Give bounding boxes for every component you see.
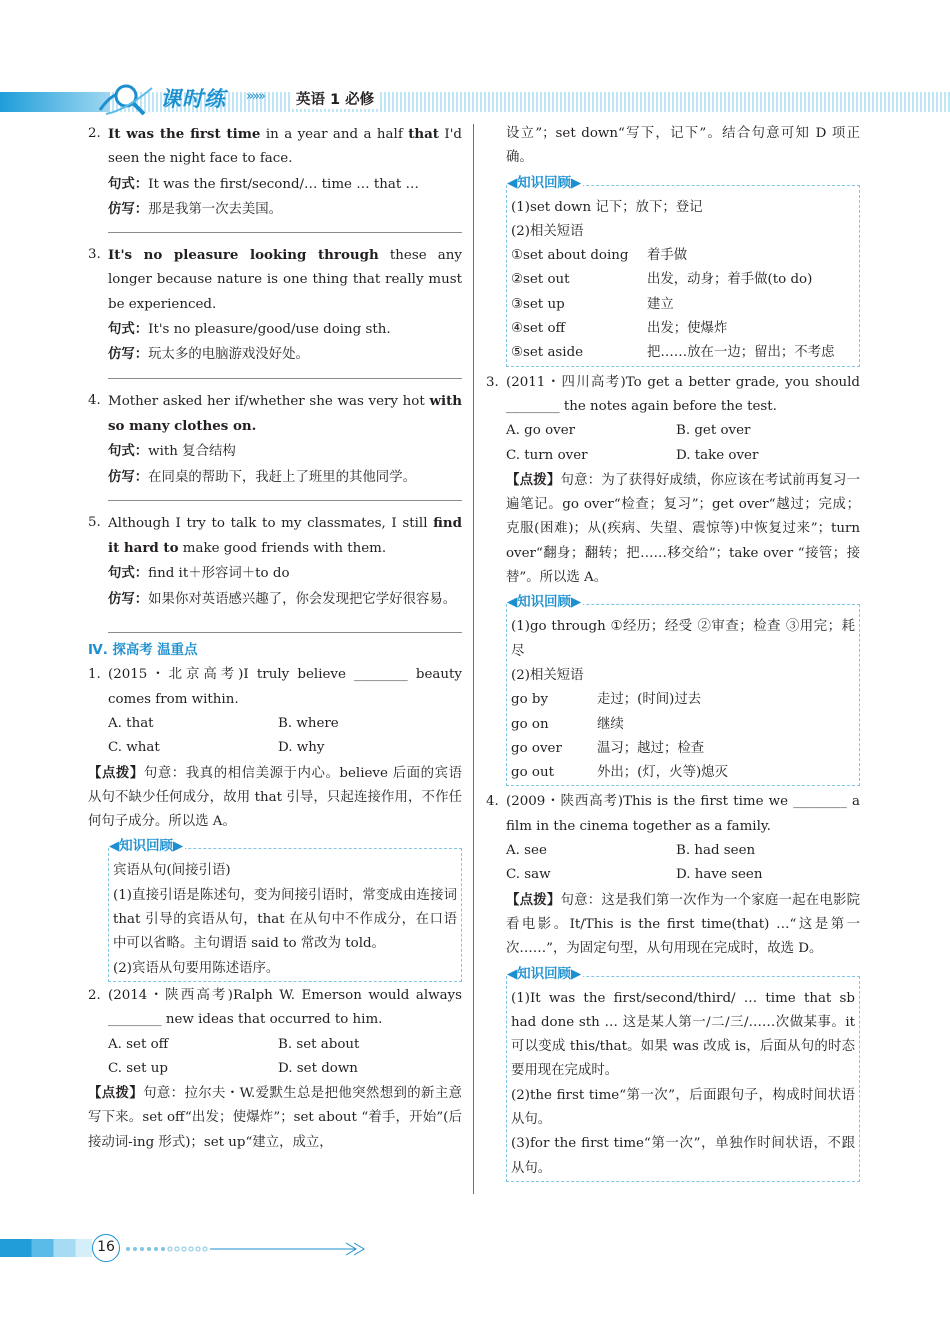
sentence-part: Although I try to talk to my classmates, I still [108,515,434,531]
option-a: A. go over [506,423,576,439]
option-b: B. set about [278,1036,360,1052]
imitation-label: 仿写： [108,200,149,217]
bold-phrase: It was the first time [108,126,261,142]
option-c: C. turn over [506,447,588,463]
phrase-row [511,688,855,712]
pattern-text: It's no pleasure/good/use doing sth. [148,322,391,338]
explanation-text: 句意：为了获得好成绩，你应该在考试前再复习一遍笔记。go over“检查；复习”；get over“越过；完成；克服(困难)；从(疾病、失望、震惊等)中恢复过来”；turn over“翻身；翻转；把……移交给”；take over “接管；接替”。所以选 A。 [506,472,861,586]
phrase: go on [511,716,549,732]
review-line: (1)直接引语是陈述句，变为间接引语时，常变成由连接词 that 引导的宾语从句，that 在从句中不作成分，在口语中可以省略。主句谓语 said to 常改为 told。 [113,887,457,952]
question-stem [506,371,860,420]
question-number: 1. [88,667,101,683]
option-d: D. have seen [676,867,763,883]
answer-line [108,500,462,501]
phrase: ⑤set aside [511,345,584,361]
explanation-text: 句意：我真的相信美源于内心。believe 后面的宾语从句不缺少任何成分，故用 that 引导，只起连接作用，不作任何句子成分。所以选 A。 [88,765,462,830]
explanation [486,468,860,590]
imitation-label: 仿写： [108,590,149,607]
sentence-text [108,243,462,317]
meaning: 外出；(灯，火等)熄灭 [597,765,728,781]
explanation [88,1081,462,1155]
pattern-text: find it＋形容词＋to do [148,566,290,582]
exam-question-1 [88,663,462,712]
review-line: (2)相关短语 [511,667,584,683]
item-number: 5. [88,514,101,530]
options-row [486,863,860,887]
imitation-line [88,587,462,612]
exam-question-4 [486,790,860,839]
explanation-label: 【点拨】 [88,1085,144,1102]
column-divider [473,124,474,1194]
right-column [486,122,860,1182]
page-footer [0,1234,950,1264]
pattern-label: 句式： [108,443,149,460]
phrase-row [511,713,855,737]
options-row [486,419,860,443]
phrase-row [511,317,855,341]
imitation-label: 仿写： [108,346,149,363]
review-line: (3)for the first time“第一次”，单独作时间状语，不跟从句。 [511,1136,855,1176]
exam-source: (2011・四川高考) [506,374,626,390]
meaning: 出发；使爆炸 [647,321,728,337]
question-number: 2. [88,987,101,1003]
sentence-text [108,122,462,172]
option-c: C. what [108,740,160,756]
sentence-item-3 [88,243,462,317]
phrase-row [511,268,855,292]
pattern-label: 句式： [108,175,149,192]
knowledge-review-box [506,595,860,786]
knowledge-review-title: ◀知识回顾▶ [109,835,185,859]
series-title: 课时练 [160,87,226,111]
sentence-text [108,511,462,562]
review-line: (2)the first time“第一次”，后面跟句子，构成时间状语从句。 [511,1087,855,1127]
pattern-line [88,172,462,197]
item-number: 2. [88,126,101,141]
imitation-line [88,342,462,367]
header-arrows-icon: »»» [246,89,264,104]
magnifier-logo-icon [96,80,156,120]
meaning: 着手做 [647,248,688,264]
pattern-label: 句式： [108,321,149,338]
pattern-text: with 复合结构 [148,444,236,460]
knowledge-review-content [113,849,457,980]
knowledge-review-title: ◀知识回顾▶ [507,591,583,615]
phrase: go out [511,765,554,781]
bold-phrase: with so many clothes on. [108,392,462,434]
option-d: D. why [278,740,325,756]
imitation-text: 玩太多的电脑游戏没好处。 [148,347,309,363]
stem-text: Ralph W. Emerson would always ________ new ideas that occurred to him. [108,987,462,1028]
explanation-label: 【点拨】 [506,891,561,908]
review-line: (2)宾语从句要用陈述语序。 [113,960,280,976]
header-solid-band [0,92,110,112]
review-line: (1)set down 记下；放下；登记 [511,199,703,215]
options-row [88,712,462,736]
knowledge-review-content [511,977,855,1181]
explanation [88,761,462,835]
option-a: A. see [506,843,547,859]
phrase-row [511,293,855,317]
item-number: 3. [88,247,101,263]
phrase: go over [511,740,562,756]
options-row [88,1057,462,1081]
knowledge-review-content [511,605,855,785]
explanation-continued: 设立”；set down“写下，记下”。结合句意可知 D 项正确。 [506,126,860,166]
imitation-label: 仿写： [108,468,149,485]
meaning: 出发，动身；着手做(to do) [647,272,813,288]
exam-question-2 [88,984,462,1033]
pattern-text: It was the first/second/… time … that … [148,176,419,192]
knowledge-review-title: ◀知识回顾▶ [507,963,583,987]
knowledge-review-title: ◀知识回顾▶ [507,172,583,196]
option-b: B. had seen [676,843,756,859]
phrase: ③set up [511,296,565,312]
phrase-row [511,737,855,761]
exam-source: (2014・陕西高考) [108,987,233,1003]
pattern-line [88,561,462,586]
sentence-part: these any longer because nature is one thing that really must be experienced. [108,248,462,312]
meaning: 建立 [647,296,674,312]
explanation-text: 句意：这是我们第一次作为一个家庭一起在电影院看电影。It/This is the first time(that) …“这是第一次……”，为固定句型，从句用现在完成时，故选 D。 [506,892,861,957]
options-row [88,736,462,760]
exam-question-3 [486,371,860,420]
answer-line [108,378,462,379]
phrase-row [511,761,855,785]
phrase-row [511,244,855,268]
knowledge-review-box [506,966,860,1182]
option-b: B. where [278,715,339,731]
review-line: 宾语从句(间接引语) [113,863,231,879]
stem-text: To get a better grade, you should ________ the notes again before the test. [506,374,861,414]
phrase: go by [511,692,549,708]
explanation-text: 句意：拉尔夫・W.爱默生总是把他突然想到的新主意写下来。set off“出发；使爆炸”；set about “着手，开始”(后接动词-ing 形式)；set up“建立，成立， [88,1086,462,1150]
phrase: ②set out [511,272,570,288]
footer-arrow-icon [124,1240,370,1258]
pattern-line [88,439,462,464]
question-stem [506,790,860,839]
review-line: (1)go through ①经历；经受 ②审查；检查 ③用完；耗尽 [511,619,855,659]
knowledge-review-box [506,175,860,367]
sentence-part: make good friends with them. [178,541,387,557]
meaning: 继续 [597,716,624,732]
knowledge-review-box [108,839,462,981]
pattern-line [88,317,462,342]
left-column [88,122,462,1155]
option-d: D. set down [278,1060,358,1076]
knowledge-review-content [511,186,855,366]
meaning: 把……放在一边；留出；不考虑 [647,345,835,361]
options-row [88,1033,462,1057]
footer-color-blocks [0,1239,92,1257]
question-number: 4. [486,794,499,810]
answer-line [108,632,462,633]
sentence-part: Mother asked her if/whether she was very hot [108,393,430,409]
question-stem [108,663,462,712]
review-line: (1)It was the first/second/third/ … time that sb had done sth … 这是某人第一/二/三/……次做某事。it 可以变成 this/that。如果 was 改成 is，后面从句的时态要用现在完成时。 [511,990,855,1079]
imitation-text: 如果你对英语感兴趣了，你会发现把它学好很容易。 [148,591,457,607]
phrase: ④set off [511,321,566,337]
sentence-part: in a year and a half [260,127,409,142]
review-line: (2)相关短语 [511,223,584,239]
meaning: 温习；越过；检查 [597,740,705,756]
phrase: ①set about doing [511,248,629,264]
option-c: C. set up [108,1060,168,1076]
exam-source: (2009・陕西高考) [506,794,624,810]
option-a: A. set off [108,1036,169,1052]
sentence-item-4 [88,389,462,440]
option-b: B. get over [676,423,751,439]
page-number: 16 [92,1234,120,1262]
pattern-label: 句式： [108,565,149,582]
stem-text: I truly believe ________ beauty comes from within. [108,667,462,707]
explanation [486,888,860,962]
explanation-label: 【点拨】 [88,764,144,781]
sentence-part: I'd seen the night face to face. [108,127,462,167]
imitation-text: 在同桌的帮助下，我赶上了班里的其他同学。 [148,469,416,485]
imitation-line [88,197,462,222]
exam-source: (2015・北京高考) [108,667,244,683]
bold-phrase: that [408,126,439,142]
sentence-text [108,389,462,440]
explanation-label: 【点拨】 [506,471,561,488]
answer-line [108,232,462,233]
imitation-line [88,465,462,490]
bold-phrase: find it hard to [108,514,462,557]
question-stem [108,984,462,1033]
option-a: A. that [108,715,154,731]
option-d: D. take over [676,447,759,463]
option-c: C. saw [506,867,551,883]
phrase-row [511,341,855,365]
bold-phrase: It's no pleasure looking through [108,247,379,264]
question-number: 3. [486,374,499,390]
subject-label: 英语 1 必修 [292,88,378,109]
meaning: 走过；(时间)过去 [597,692,702,708]
sentence-item-2 [88,122,462,172]
page-header [0,80,950,120]
section-heading: Ⅳ. 探高考 温重点 [88,643,198,659]
options-row [486,444,860,468]
sentence-item-5 [88,511,462,562]
stem-text: This is the first time we ________ a film in the cinema together as a family. [506,794,860,834]
imitation-text: 那是我第一次去美国。 [148,201,283,217]
item-number: 4. [88,392,101,408]
options-row [486,839,860,863]
